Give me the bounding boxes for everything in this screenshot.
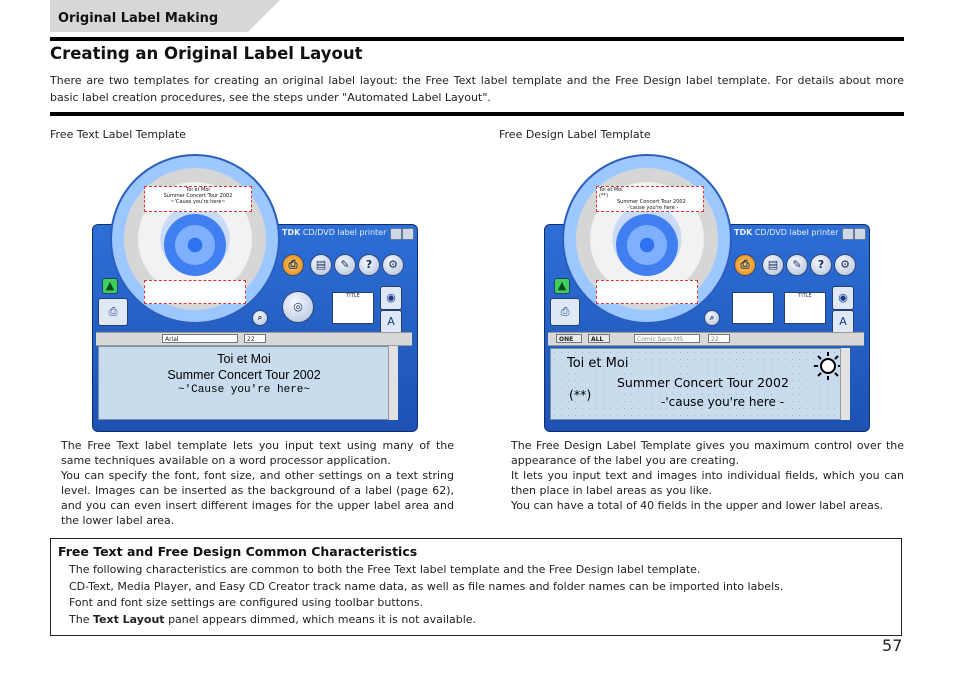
common-line: The following characteristics are common to both the Free Text label template and the Free Design label template. xyxy=(69,563,701,576)
gear-icon[interactable]: ⚙ xyxy=(834,254,856,276)
help-icon[interactable]: ? xyxy=(810,254,832,276)
disc-lower-label xyxy=(144,280,246,304)
paragraph: It lets you input text and images into individual fields, which you can then place in label areas as you like. xyxy=(511,469,904,497)
window-title-text: CD/DVD label printer xyxy=(302,228,387,237)
text-tool-button[interactable]: A xyxy=(380,310,402,334)
free-design-app-screenshot xyxy=(544,154,870,434)
editor-scrollbar[interactable] xyxy=(840,348,850,420)
preview-title: TITLE xyxy=(346,293,360,299)
gear-icon[interactable]: ⚙ xyxy=(382,254,404,276)
editor-tagline-field[interactable]: -'cause you're here - xyxy=(661,395,785,409)
format-toolbar xyxy=(96,332,412,346)
label-preview xyxy=(332,292,374,324)
editor-line: Toi et Moi xyxy=(217,352,271,366)
disc-upper-label xyxy=(596,186,704,212)
brand-logo: TDK xyxy=(282,228,301,237)
print-icon[interactable]: ⎙ xyxy=(734,254,756,276)
disc-hub xyxy=(164,214,226,276)
disc-label-line: Toi et Moi xyxy=(599,187,623,193)
free-text-app-screenshot xyxy=(92,154,418,434)
font-size-select[interactable]: 22 xyxy=(244,334,266,343)
label-preview-left xyxy=(732,292,774,324)
wrench-icon[interactable]: ✎ xyxy=(786,254,808,276)
disc-label-line: -'cause you're here - xyxy=(627,205,679,211)
text-tool-button[interactable]: A xyxy=(832,310,854,334)
disc-label-line: ~'Cause you're here~ xyxy=(170,199,226,205)
help-icon[interactable]: ? xyxy=(358,254,380,276)
one-button[interactable]: ONE xyxy=(556,334,582,343)
editor-line: Summer Concert Tour 2002 xyxy=(167,368,321,382)
zoom-icon[interactable]: ⌕ xyxy=(252,310,268,326)
common-line-prefix: The xyxy=(69,613,93,626)
common-line-suffix: panel appears dimmed, which means it is not available. xyxy=(164,613,477,626)
middle-rule xyxy=(50,112,904,116)
close-button[interactable] xyxy=(402,228,414,240)
eye-view-button[interactable]: ◉ xyxy=(832,286,854,310)
design-toolbar xyxy=(548,332,864,346)
editor-subtitle-field[interactable]: Summer Concert Tour 2002 xyxy=(617,375,789,390)
page-title: Creating an Original Label Layout xyxy=(50,44,363,63)
wrench-icon[interactable]: ✎ xyxy=(334,254,356,276)
common-characteristics-title: Free Text and Free Design Common Characteristics xyxy=(58,544,418,559)
editor-marker-field[interactable]: (**) xyxy=(569,387,592,402)
tray-dial-icon[interactable]: ◎ xyxy=(282,291,314,323)
print-icon[interactable]: ⎙ xyxy=(282,254,304,276)
page-icon[interactable]: ▤ xyxy=(762,254,784,276)
editor-title-field[interactable]: Toi et Moi xyxy=(567,356,629,371)
minimize-button[interactable] xyxy=(390,228,402,240)
top-rule xyxy=(50,37,904,41)
common-line: CD-Text, Media Player, and Easy CD Creator track name data, as well as file names and folder names can be imported into labels. xyxy=(69,580,784,593)
editor-scrollbar[interactable] xyxy=(388,346,398,420)
page-number: 57 xyxy=(882,636,903,655)
paragraph: You can have a total of 40 fields in the upper and lower label areas. xyxy=(511,499,884,512)
text-layout-term: Text Layout xyxy=(92,613,165,626)
free-design-description xyxy=(511,438,904,513)
preview-title: TITLE xyxy=(798,293,812,299)
intro-paragraph: There are two templates for creating an original label layout: the Free Text label template and the Free Design label template. For details about more basic label creation procedures, see the steps under "Automated Label Layout". xyxy=(50,74,904,104)
disc-hub xyxy=(616,214,678,276)
label-preview xyxy=(784,292,826,324)
disc-label-line: Summer Concert Tour 2002 xyxy=(163,193,233,199)
sun-icon[interactable] xyxy=(813,351,843,381)
common-line: Font and font size settings are configured using toolbar buttons. xyxy=(69,596,423,609)
eject-icon[interactable]: ▲ xyxy=(102,278,118,294)
paragraph: You can specify the font, font size, and other settings on a text string level. Images can be inserted as the background of a label (page 62), and you can even insert different images for the upper label area and the lower label area. xyxy=(61,469,454,527)
window-title-text: CD/DVD label printer xyxy=(754,228,839,237)
brand-logo: TDK xyxy=(734,228,753,237)
design-editor-area[interactable] xyxy=(550,348,842,420)
paragraph: The Free Text label template lets you input text using many of the same techniques available on a word processor application. xyxy=(61,439,454,467)
print-button[interactable]: ⎙ xyxy=(98,298,128,326)
close-button[interactable] xyxy=(854,228,866,240)
print-button[interactable]: ⎙ xyxy=(550,298,580,326)
free-design-caption: Free Design Label Template xyxy=(499,128,651,141)
font-name-select[interactable]: Comic Sans MS xyxy=(634,334,700,343)
minimize-button[interactable] xyxy=(842,228,854,240)
disc-label-line: Toi et Moi xyxy=(186,187,210,193)
free-text-caption: Free Text Label Template xyxy=(50,128,186,141)
disc-lower-label xyxy=(596,280,698,304)
eye-view-button[interactable]: ◉ xyxy=(380,286,402,310)
section-tab-label: Original Label Making xyxy=(58,11,219,26)
disc-label-line: (**) xyxy=(599,193,608,199)
zoom-icon[interactable]: ⌕ xyxy=(704,310,720,326)
paragraph: The Free Design Label Template gives you maximum control over the appearance of the label you are creating. xyxy=(511,439,904,467)
disc-upper-label xyxy=(144,186,252,212)
font-name-select[interactable]: Arial xyxy=(162,334,238,343)
text-editor-area[interactable] xyxy=(98,346,390,420)
common-line-text-layout xyxy=(69,613,476,626)
font-size-select[interactable]: 22 xyxy=(708,334,730,343)
editor-line: ~'Cause you're here~ xyxy=(177,384,311,396)
free-text-description xyxy=(61,438,454,528)
page-icon[interactable]: ▤ xyxy=(310,254,332,276)
disc-label-line: Summer Concert Tour 2002 xyxy=(617,199,686,205)
all-button[interactable]: ALL xyxy=(588,334,610,343)
eject-icon[interactable]: ▲ xyxy=(554,278,570,294)
